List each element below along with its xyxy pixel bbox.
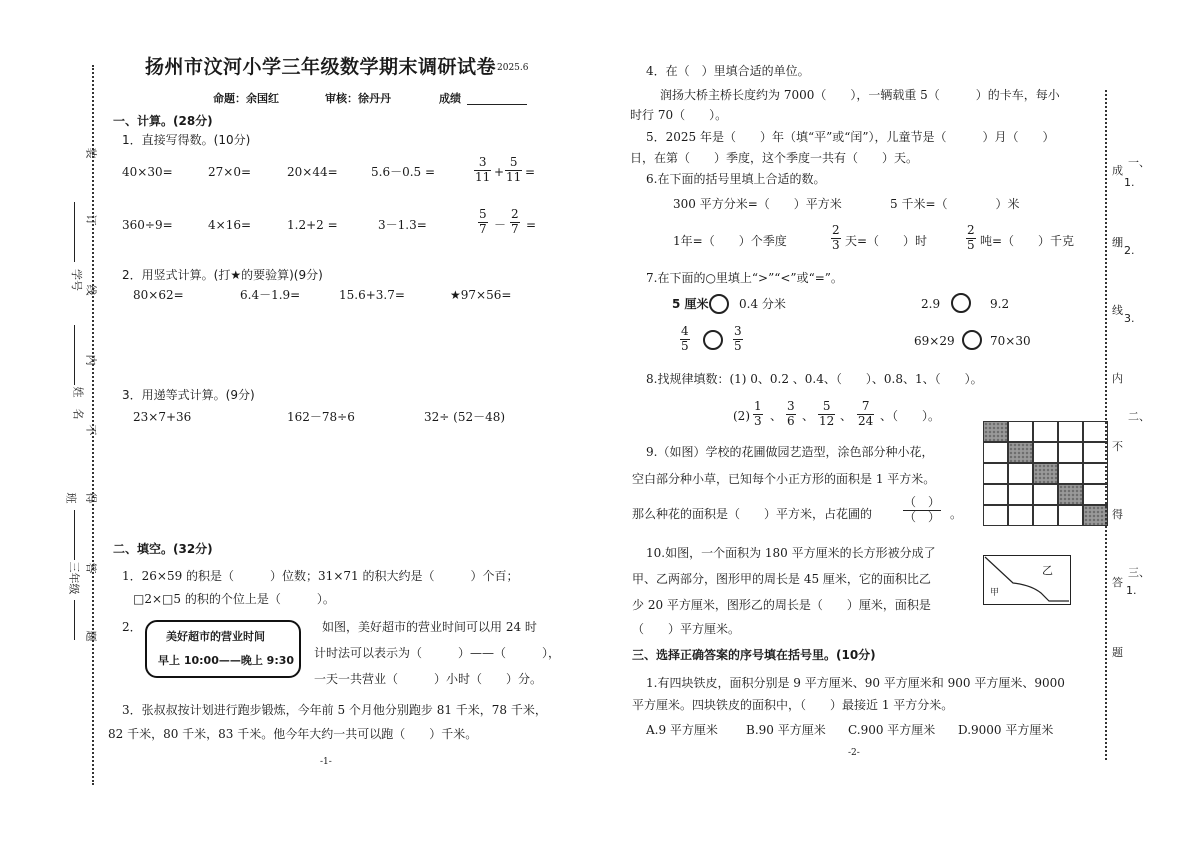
equals-sign: = [526, 218, 537, 232]
name-label: 姓 名 [71, 386, 85, 420]
q9-line1: 9.（如图）学校的花圃做园艺造型，涂色部分种小花， [646, 445, 934, 459]
q6-item: 吨=（ ）千克 [980, 234, 1075, 248]
right-margin-char: 不 [1112, 440, 1123, 453]
fraction: 3 11 [475, 155, 491, 184]
binding-char: 订 [84, 214, 98, 226]
fraction: 1 3 [754, 399, 762, 428]
fraction: 5 7 [479, 207, 487, 236]
vertical-calc-item: 80×62= [133, 288, 184, 302]
stepwise-calc-item: 23×7+36 [133, 410, 192, 424]
separator: 、 [802, 409, 815, 423]
binding-char: 题 [84, 630, 98, 642]
sec2-q2-line2: 计时法可以表示为（ ）——（ ）， [314, 646, 561, 660]
q6-item: 1年=（ ）个季度 [673, 234, 787, 248]
grid-cell [1058, 421, 1083, 442]
s3-q1-line1: 1.有四块铁皮，面积分别是 9 平方厘米、90 平方厘米和 900 平方厘米、9000 [646, 676, 1065, 690]
calc-item: 1.2+2 = [287, 218, 338, 232]
fraction: 3 6 [787, 399, 795, 428]
sec2-q1-line1: 1．26×59 的积是（ ）位数；31×71 的积大约是（ ）个百； [122, 569, 519, 583]
label-yi: 乙 [1042, 564, 1053, 577]
binding-char: 答 [84, 562, 98, 574]
option-a[interactable]: A.9 平方厘米 [646, 723, 718, 737]
calc-item: 4×16= [208, 218, 252, 232]
q4-line3: 时行 70（ ）。 [630, 108, 728, 122]
binding-char: 装 [84, 147, 98, 159]
page-number: -1- [320, 757, 332, 767]
right-margin-char: 答 [1112, 576, 1123, 589]
compare-circle[interactable] [951, 293, 971, 313]
binding-char: 得 [84, 492, 98, 504]
section1-heading: 一、计算。(28分) [113, 114, 213, 128]
right-margin-char: 成 [1112, 164, 1123, 177]
sec2-q2-number: 2． [122, 620, 142, 634]
q9-line3: 那么种花的面积是（ ）平方米，占花圃的 [632, 507, 873, 521]
grid-cell [1008, 463, 1033, 484]
compare-circle[interactable] [962, 330, 982, 350]
s3-q1-line2: 平方厘米。四块铁皮的面积中，（ ）最接近 1 平方分米。 [632, 698, 954, 712]
q10-line3: 少 20 平方厘米，图形乙的周长是（ ）厘米，面积是 [632, 598, 931, 612]
q6-label: 6.在下面的括号里填上合适的数。 [646, 172, 826, 186]
grid-cell [1058, 505, 1083, 526]
grid-cell [1033, 484, 1058, 505]
student-id-label: 学号 [70, 269, 83, 291]
fraction: 2 7 [511, 207, 519, 236]
grid-cell [1008, 484, 1033, 505]
sec1-q1-label: 1．直接写得数。(10分) [122, 133, 251, 147]
store-hours-title: 美好超市的营业时间 [166, 630, 265, 643]
q5-line1: 5．2025 年是（ ）年（填“平”或“闰”），儿童节是（ ）月（ ） [646, 130, 1055, 144]
q7-right: 0.4 分米 [739, 297, 786, 311]
grade-line[interactable] [74, 600, 75, 640]
right-margin-char: 内 [1112, 372, 1123, 385]
binding-char: 内 [84, 354, 98, 366]
right-margin-char: 2. [1124, 244, 1135, 257]
rectangle-figure [983, 555, 1071, 605]
binding-char: 线 [84, 284, 98, 296]
grid-cell-shaded [1058, 484, 1083, 505]
q6-item: 5 千米=（ ）米 [890, 197, 1020, 211]
q4-line2: 润扬大桥主桥长度约为 7000（ ），一辆载重 5（ ）的卡车，每小 [660, 88, 1060, 102]
q6-item: 300 平方分米=（ ）平方米 [673, 197, 842, 211]
grid-cell-shaded [1033, 463, 1058, 484]
fraction: 5 11 [506, 155, 522, 184]
name-line[interactable] [74, 325, 75, 385]
exam-date: 2025.6 [497, 63, 529, 73]
calc-item: 360÷9= [122, 218, 173, 232]
calc-item: 20×44= [287, 165, 338, 179]
sec2-q2-line1: 如图，美好超市的营业时间可以用 24 时 [322, 620, 537, 634]
q7-left: 2.9 [921, 297, 941, 311]
grid-cell [983, 442, 1008, 463]
right-margin-char: 一、 [1128, 156, 1150, 169]
right-margin-char: 三、 [1128, 566, 1150, 579]
fraction: 4 5 [681, 324, 689, 353]
grid-cell [983, 505, 1008, 526]
flower-bed-grid [983, 421, 1108, 527]
compare-circle[interactable] [709, 294, 729, 314]
calc-item: 40×30= [122, 165, 173, 179]
q7-right: 9.2 [990, 297, 1010, 311]
q7-left: 5 厘米 [672, 297, 709, 311]
score-field[interactable] [467, 104, 527, 105]
q8-prefix: (2) [733, 409, 750, 423]
calc-item: 5.6－0.5 = [371, 165, 436, 179]
right-margin-char: 3. [1124, 312, 1135, 325]
right-margin-char: 绷 [1112, 236, 1123, 249]
page-number: -2- [848, 748, 860, 758]
store-hours-time: 早上 10:00——晚上 9:30 [158, 654, 295, 667]
right-margin-char: 线 [1112, 304, 1123, 317]
grid-cell [1033, 442, 1058, 463]
class-label: 班 [64, 492, 78, 504]
right-margin-char: 1. [1124, 176, 1135, 189]
right-margin-char: 1. [1126, 584, 1137, 597]
section3-heading: 三、选择正确答案的序号填在括号里。(10分) [632, 648, 876, 662]
binding-char: 不 [84, 424, 98, 436]
class-line[interactable] [74, 510, 75, 560]
label-jia: 甲 [990, 588, 1000, 598]
grid-cell [1033, 421, 1058, 442]
q9-line2: 空白部分种小草，已知每个小正方形的面积是 1 平方米。 [632, 472, 936, 486]
score-label: 成绩 [439, 92, 461, 105]
q6-item: 天=（ ）时 [845, 234, 928, 248]
exam-title: 扬州市汶河小学三年级数学期末调研试卷 [145, 56, 497, 78]
grid-cell [1008, 421, 1033, 442]
fraction-blank: （ ） （ ） [904, 495, 941, 524]
fraction: 7 24 [858, 399, 874, 428]
q9-end: 。 [950, 507, 963, 521]
calc-item: 3－1.3= [378, 218, 427, 232]
calc-item: 27×0= [208, 165, 252, 179]
compare-circle[interactable] [703, 330, 723, 350]
section2-heading: 二、填空。(32分) [113, 542, 213, 556]
grid-cell-shaded [1008, 442, 1033, 463]
q7-label: 7.在下面的○里填上“>”“<”或“=”。 [646, 271, 843, 285]
q10-line4: （ ）平方厘米。 [632, 622, 741, 636]
stepwise-calc-item: 32÷ (52－48) [424, 410, 506, 424]
q4-line1: 4．在（ ）里填合适的单位。 [646, 64, 810, 78]
grid-cell [1033, 505, 1058, 526]
sec2-q3-line2: 82 千米，80 千米，83 千米。他今年大约一共可以跑（ ）千米。 [108, 727, 478, 741]
option-d[interactable]: D.9000 平方厘米 [958, 723, 1054, 737]
q10-line1: 10.如图，一个面积为 180 平方厘米的长方形被分成了 [646, 546, 936, 560]
fraction: 3 5 [734, 324, 742, 353]
fraction: 5 12 [819, 399, 835, 428]
binding-dotted-line-right [1105, 90, 1107, 760]
grid-cell [983, 484, 1008, 505]
q5-line2: 日，在第（ ）季度，这个季度一共有（ ）天。 [630, 151, 919, 165]
vertical-calc-item: 6.4－1.9= [240, 288, 301, 302]
option-c[interactable]: C.900 平方厘米 [848, 723, 936, 737]
q10-line2: 甲、乙两部分，图形甲的周长是 45 厘米，它的面积比乙 [632, 572, 931, 586]
grid-cell [1008, 505, 1033, 526]
vertical-calc-item: 15.6+3.7= [339, 288, 405, 302]
right-margin-char: 得 [1112, 508, 1123, 521]
store-hours-sign [145, 620, 301, 678]
student-id-line[interactable] [74, 202, 75, 262]
sec2-q1-line2: □2×□5 的积的个位上是（ ）。 [133, 592, 335, 606]
stepwise-calc-item: 162－78÷6 [287, 410, 355, 424]
q8-suffix: 、（ ）。 [880, 409, 941, 423]
right-margin-char: 二、 [1128, 410, 1150, 423]
sec2-q2-line3: 一天一共营业（ ）小时（ ）分。 [314, 672, 543, 686]
reviewer: 审核：徐丹丹 [325, 92, 391, 105]
grade-label: 三年级 [67, 561, 81, 595]
grid-cell-shaded [983, 421, 1008, 442]
separator: 、 [770, 409, 783, 423]
fraction: 2 5 [967, 223, 975, 252]
sec2-q3-line1: 3．张叔叔按计划进行跑步锻炼，今年前 5 个月他分别跑步 81 千米，78 千米， [122, 703, 547, 717]
separator: 、 [840, 409, 853, 423]
q7-left: 69×29 [914, 334, 955, 348]
grid-cell [1058, 463, 1083, 484]
sec1-q2-label: 2．用竖式计算。(打★的要验算)(9分) [122, 268, 323, 282]
operator: + [494, 165, 505, 179]
sec1-q3-label: 3．用递等式计算。(9分) [122, 388, 255, 402]
q7-right: 70×30 [990, 334, 1031, 348]
fraction: 2 3 [832, 223, 840, 252]
proposer: 命题：余国红 [213, 92, 279, 105]
option-b[interactable]: B.90 平方厘米 [746, 723, 826, 737]
operator: － [494, 218, 507, 232]
grid-cell [983, 463, 1008, 484]
right-margin-char: 题 [1112, 646, 1123, 659]
vertical-calc-item: ★97×56= [450, 288, 512, 302]
equals-sign: = [525, 165, 536, 179]
grid-cell [1058, 442, 1083, 463]
q8-line1: 8.找规律填数：(1) 0、0.2 、0.4、（ ）、0.8、1、（ ）。 [646, 372, 983, 386]
